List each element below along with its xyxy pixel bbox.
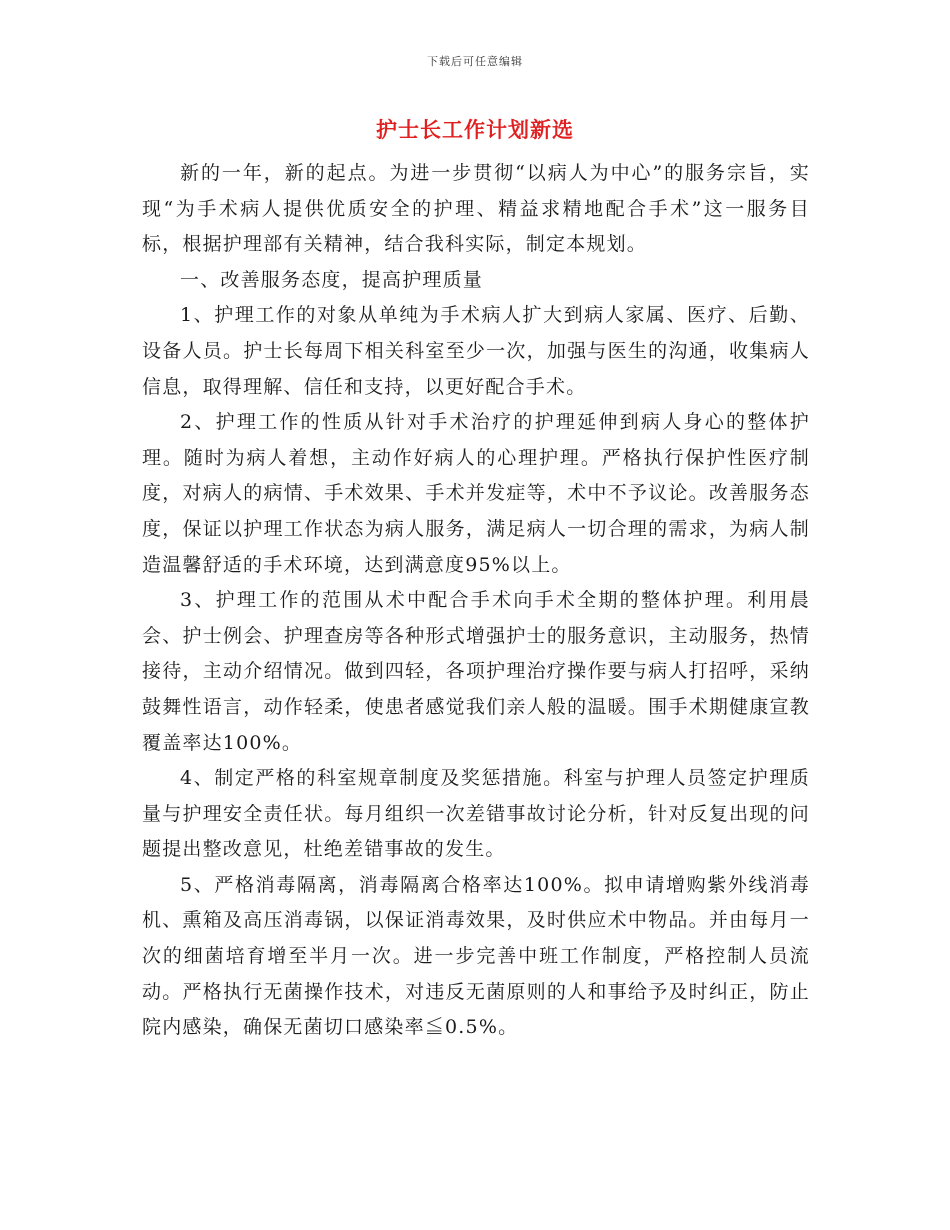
paragraph-intro: 新的一年，新的起点。为进一步贯彻“以病人为中心”的服务宗旨，实现“为手术病人提供优质安全的护理、精益求精地配合手术”这一服务目标，根据护理部有关精神，结合我科实际，制定本规划。: [142, 162, 810, 256]
paragraph-item-1: 1、护理工作的对象从单纯为手术病人扩大到病人家属、医疗、后勤、设备人员。护士长每周下相关科室至少一次，加强与医生的沟通，收集病人信息，取得理解、信任和支持，以更好配合手术。: [142, 304, 810, 398]
paragraph-item-5: 5、严格消毒隔离，消毒隔离合格率达100%。拟申请增购紫外线消毒机、熏箱及高压消毒锅，以保证消毒效果，及时供应术中物品。并由每月一次的细菌培育增至半月一次。进一步完善中班工作制度，严格控制人员流动。严格执行无菌操作技术，对违反无菌原则的人和事给予及时纠正，防止院内感染，确保无菌切口感染率≦0.5%。: [142, 873, 810, 1039]
paragraph-item-4: 4、制定严格的科室规章制度及奖惩措施。科室与护理人员签定护理质量与护理安全责任状。每月组织一次差错事故讨论分析，针对反复出现的问题提出整改意见，杜绝差错事故的发生。: [142, 767, 810, 861]
paragraph-item-3: 3、护理工作的范围从术中配合手术向手术全期的整体护理。利用晨会、护士例会、护理查房等各种形式增强护士的服务意识，主动服务，热情接待，主动介绍情况。做到四轻，各项护理治疗操作要与病人打招呼，采纳鼓舞性语言，动作轻柔，使患者感觉我们亲人般的温暖。围手术期健康宣教覆盖率达100%。: [142, 589, 810, 754]
paragraph-item-2: 2、护理工作的性质从针对手术治疗的护理延伸到病人身心的整体护理。随时为病人着想，主动作好病人的心理护理。严格执行保护性医疗制度，对病人的病情、手术效果、手术并发症等，术中不予议论。改善服务态度，保证以护理工作状态为病人服务，满足病人一切合理的需求，为病人制造温馨舒适的手术环境，达到满意度95%以上。: [142, 411, 810, 576]
document-body: [142, 156, 810, 1046]
section-heading-1: 一、改善服务态度，提高护理质量: [180, 268, 484, 291]
document-title: 护士长工作计划新选: [376, 117, 574, 142]
header-note: 下载后可任意编辑: [427, 55, 523, 68]
